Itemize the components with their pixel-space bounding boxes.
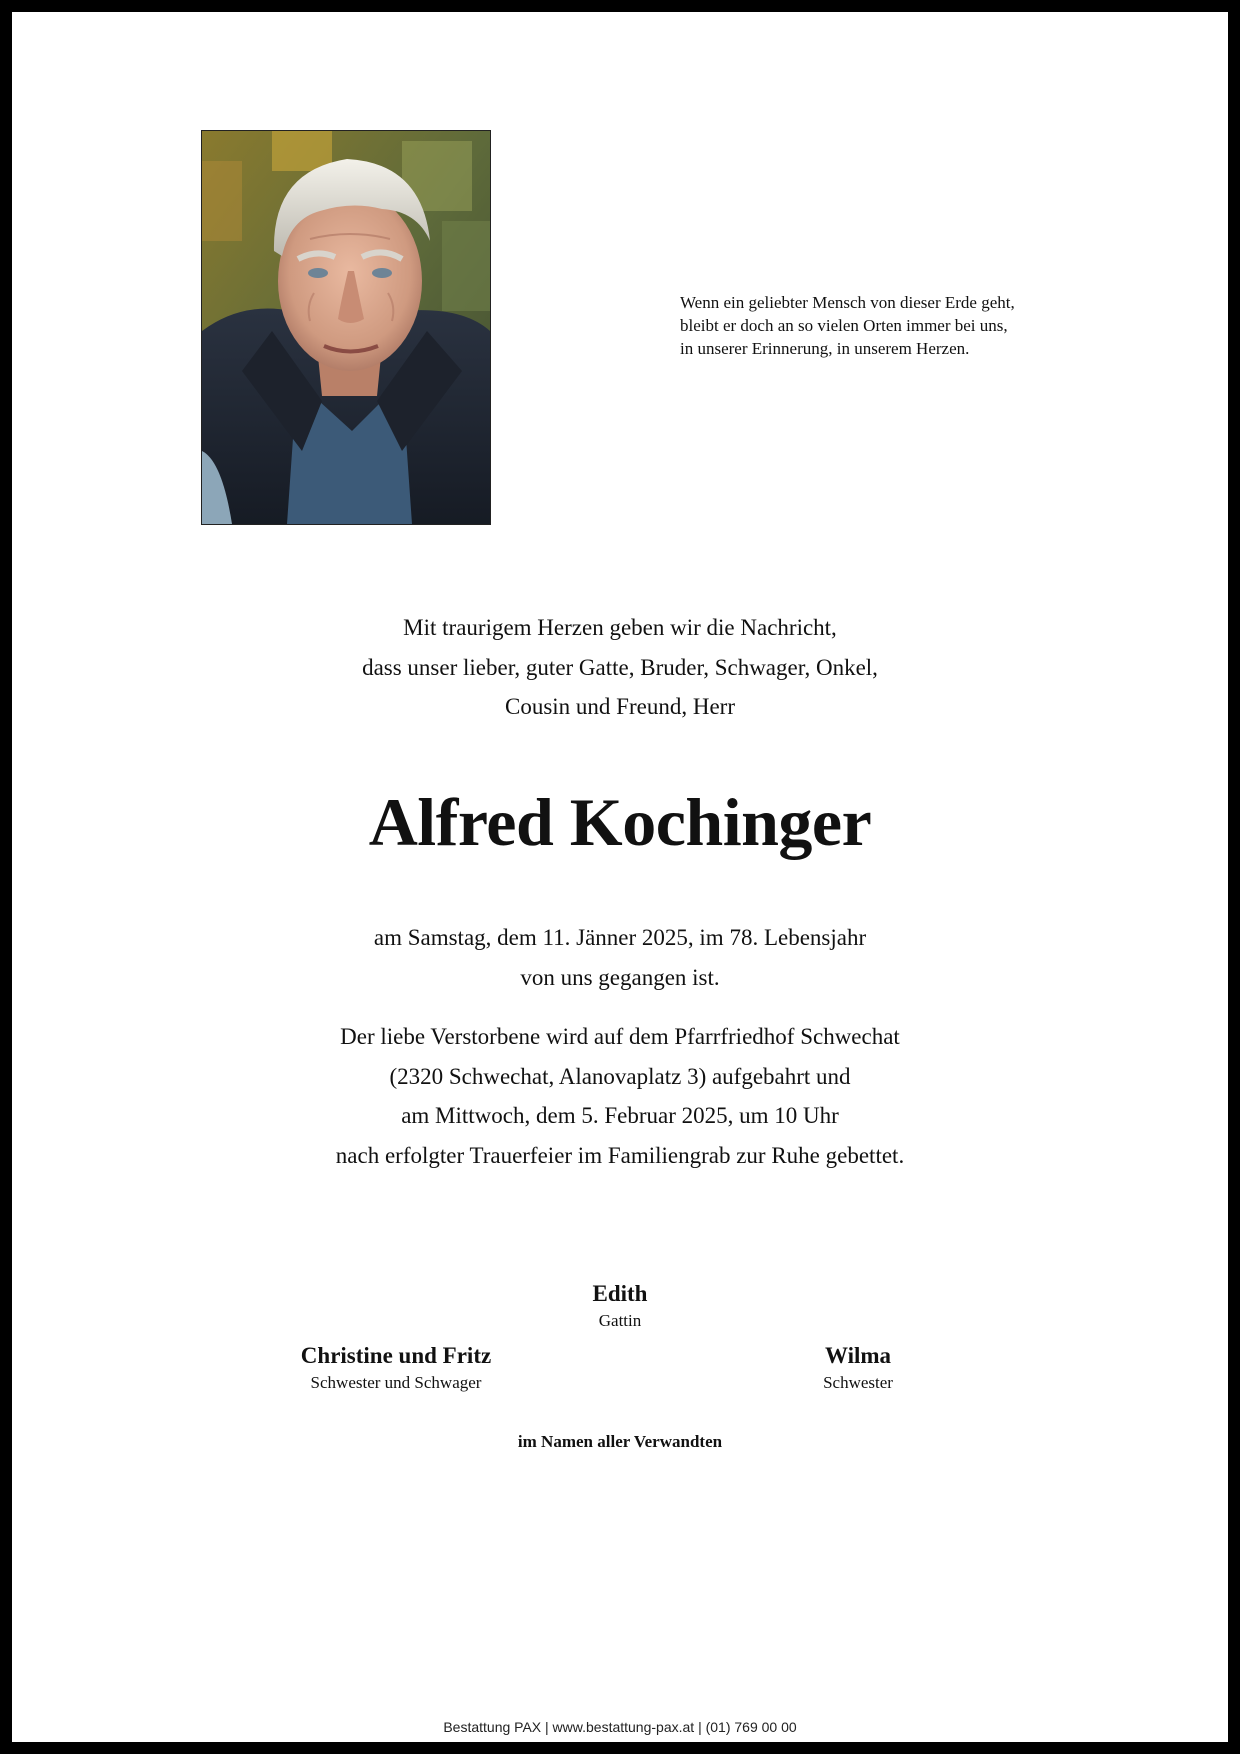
burial-line: Der liebe Verstorbene wird auf dem Pfarrfriedhof Schwechat	[340, 1024, 900, 1049]
mourner-edith	[520, 1279, 720, 1333]
intro-line: Mit traurigem Herzen geben wir die Nachricht,	[403, 615, 837, 640]
burial-line: (2320 Schwechat, Alanovaplatz 3) aufgebahrt und	[389, 1063, 851, 1089]
quote-line: Wenn ein geliebter Mensch von dieser Erde geht,	[680, 293, 1015, 312]
mourner-role: Gattin	[598, 1311, 642, 1330]
mourner-name: Wilma	[824, 1343, 892, 1368]
mourner-role: Schwester und Schwager	[310, 1373, 482, 1392]
quote-line: bleibt er doch an so vielen Orten immer bei uns,	[680, 316, 1008, 335]
funeral-home-footer: Bestattung PAX | www.bestattung-pax.at | (01) 769 00 00	[443, 1719, 797, 1735]
memorial-quote	[680, 291, 1100, 360]
obituary-page	[12, 12, 1228, 1742]
intro-line: dass unser lieber, guter Gatte, Bruder, Schwager, Onkel,	[362, 654, 878, 680]
burial-line: am Mittwoch, dem 5. Februar 2025, um 10 Uhr	[401, 1103, 839, 1128]
burial-notice	[12, 1017, 1228, 1175]
quote-line: in unserer Erinnerung, in unserem Herzen.	[680, 339, 970, 358]
death-line: von uns gegangen ist.	[520, 964, 720, 990]
mourner-christine-und-fritz	[246, 1341, 546, 1395]
mourner-name: Christine und Fritz	[300, 1343, 492, 1368]
portrait-image	[202, 131, 490, 524]
intro-line: Cousin und Freund, Herr	[505, 694, 735, 719]
death-notice	[12, 918, 1228, 997]
announcement-intro	[12, 608, 1228, 727]
mourner-wilma	[758, 1341, 958, 1395]
burial-line: nach erfolgter Trauerfeier im Familiengrab zur Ruhe gebettet.	[335, 1142, 905, 1168]
death-line: am Samstag, dem 11. Jänner 2025, im 78. Lebensjahr	[373, 925, 867, 950]
deceased-name: Alfred Kochinger	[368, 784, 872, 860]
closing-line: im Namen aller Verwandten	[517, 1432, 723, 1451]
mourner-role: Schwester	[823, 1373, 893, 1392]
mourner-name: Edith	[592, 1281, 648, 1306]
portrait-photo	[201, 130, 491, 525]
